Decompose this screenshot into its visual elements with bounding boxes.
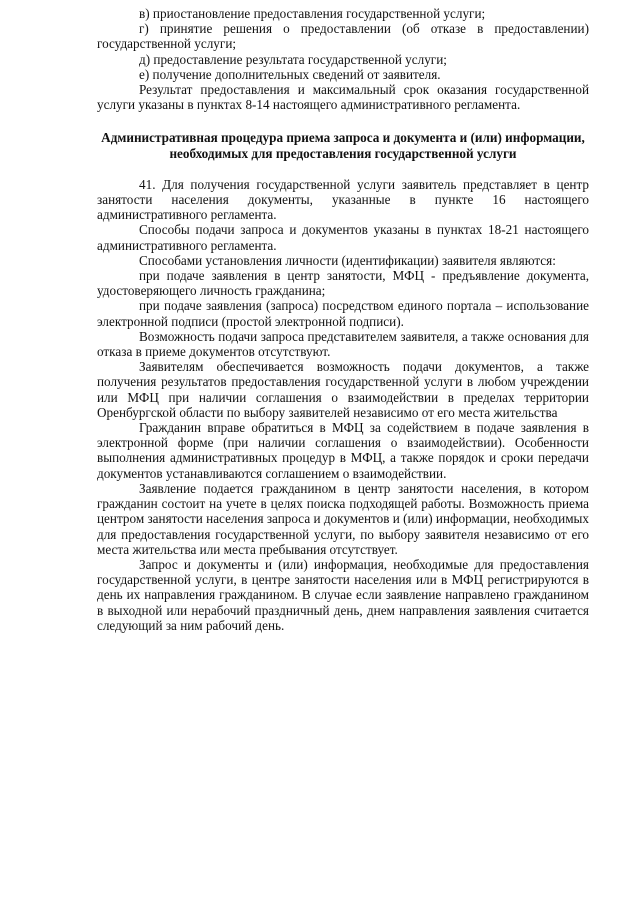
list-item-v: в) приостановление предоставления государственной услуги; [139, 6, 486, 21]
paragraph-41: 41. Для получения государственной услуги заявитель представляет в центр занятости населения документы, указанные в пункте 16 настоящего административного регламента. [97, 176, 589, 223]
list-item-g: г) принятие решения о предоставлении (об отказе в предоставлении) государственной услуги; [97, 21, 589, 52]
list-item-e: е) получение дополнительных сведений от заявителя. [139, 66, 441, 82]
paragraph-registration: Запрос и документы и (или) информация, необходимые для предоставления государственной услуги, в центре занятости населения или в МФЦ регистрируются в день их направления гражданином. В случае если заявление направлено гражданином в выходной или нерабочий праздничный день, днем направления заявления считается следующий за ним рабочий день. [97, 556, 589, 633]
document-body [97, 6, 589, 633]
paragraph-identification-portal: при подаче заявления (запроса) посредством единого портала – использование электронной подписи (простой электронной подписи). [97, 298, 589, 329]
paragraph-identification-methods: Способами установления личности (идентификации) заявителя являются: [139, 252, 556, 268]
paragraph-application-filing: Заявление подается гражданином в центр занятости населения, в котором гражданин состоит на учете в целях поиска подходящей работы. Возможность приема центром занятости населения запроса и документов и (или) информации, необходимых для предоставления государственной услуги, по выбору заявителя независимо от его места жительства или места пребывания отсутствует. [97, 480, 589, 557]
paragraph-mfc-assistance: Гражданин вправе обратиться в МФЦ за содействием в подаче заявления в электронной форме (при наличии соглашения о взаимодействии). Особенности выполнения административных процедур в МФЦ, а также порядок и сроки передачи документов устанавливаются соглашением о взаимодействии. [97, 420, 589, 481]
list-item-d: д) предоставление результата государственной услуги; [139, 51, 447, 67]
paragraph-applicants-access: Заявителям обеспечивается возможность подачи документов, а также получения результатов предоставления государственной услуги в любом учреждении или МФЦ при наличии соглашения о взаимодействии в пределах территории Оренбургской области по выбору заявителей независимо от его места жительства [97, 359, 589, 420]
paragraph-submission-methods: Способы подачи запроса и документов указаны в пунктах 18-21 настоящего административного регламента. [97, 222, 589, 253]
paragraph-representative: Возможность подачи запроса представителем заявителя, а также основания для отказа в приеме документов отсутствуют. [97, 328, 589, 360]
result-paragraph: Результат предоставления и максимальный срок оказания государственной услуги указаны в пунктах 8-14 настоящего административного регламента. [97, 82, 589, 113]
paragraph-identification-mfc: при подаче заявления в центр занятости, МФЦ - предъявление документа, удостоверяющего личность гражданина; [97, 268, 589, 299]
section-heading: Административная процедура приема запроса и документа и (или) информации, необходимых для предоставления государственной услуги [101, 130, 585, 161]
